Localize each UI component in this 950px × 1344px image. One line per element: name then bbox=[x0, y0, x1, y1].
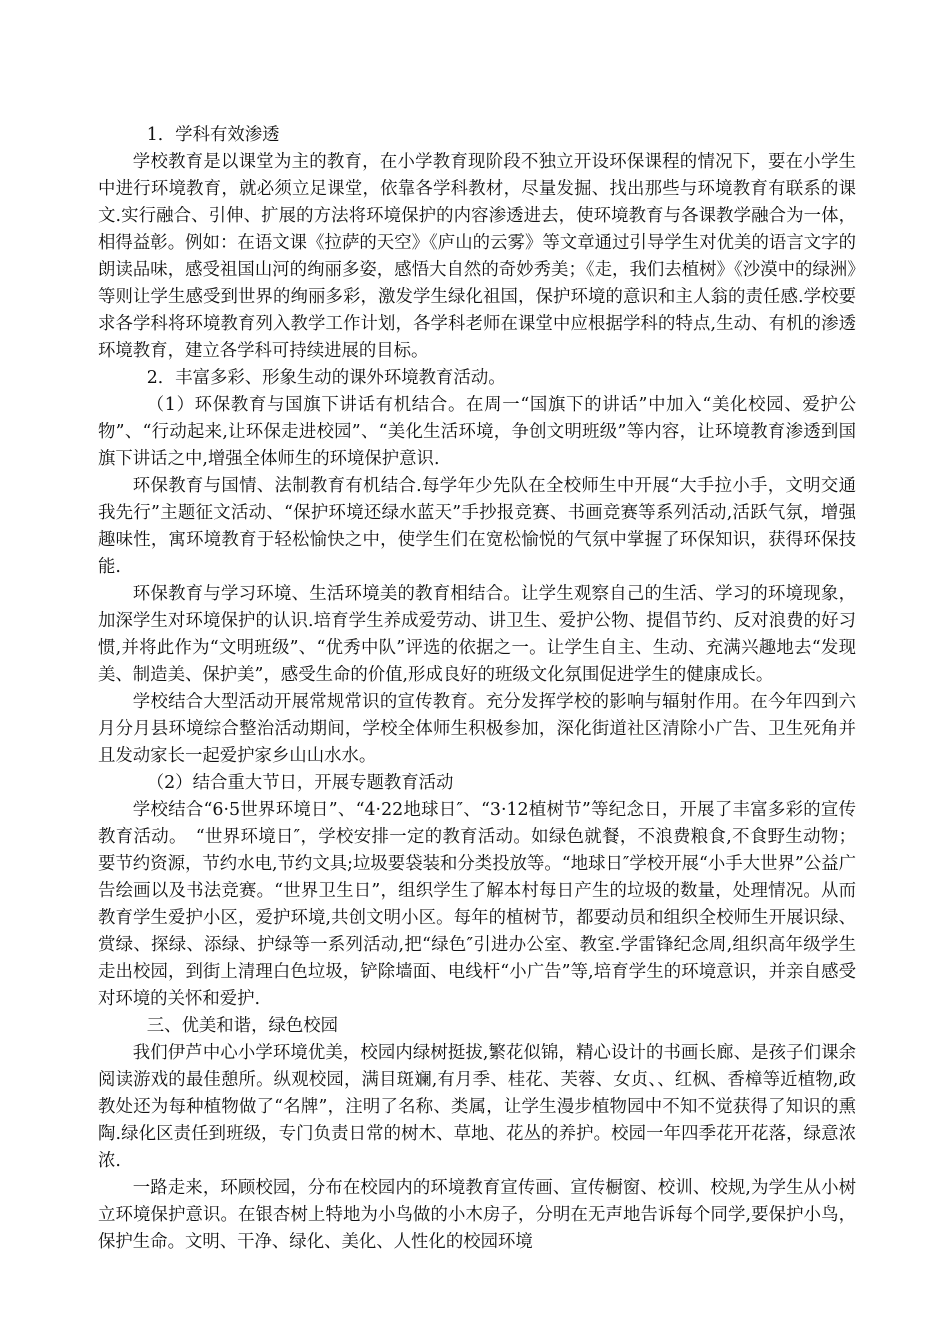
paragraph-large-activities: 学校结合大型活动开展常规常识的宣传教育。充分发挥学校的影响与辐射作用。在今年四到六月分月县环境综合整治活动期间，学校全体师生积极参加，深化街道社区清除小广告、卫生死角并且发动家长一起爱护家乡山山水水。 bbox=[98, 692, 856, 766]
paragraph-learning-environment: 环保教育与学习环境、生活环境美的教育相结合。让学生观察自己的生活、学习的环境现象，加深学生对环境保护的认识.培育学生养成爱劳动、讲卫生、爱护公物、提倡节约、反对浪费的好习惯,并将此作为“文明班级”、“优秀中队”评选的依据之一。让学生自主、生动、充满兴趣地去“发现美、制造美、保护美”，感受生命的价值,形成良好的班级文化氛围促进学生的健康成长。 bbox=[98, 584, 856, 685]
paragraph-campus-environment: 我们伊芦中心小学环境优美，校园内绿树挺拔,繁花似锦，精心设计的书画长廊、是孩子们课余阅读游戏的最佳憩所。纵观校园，满目斑斓,有月季、桂花、芙蓉、女贞、、红枫、香樟等近植物,政教处还为每种植物做了“名牌”，注明了名称、类属，让学生漫步植物园中不知不觉获得了知识的熏陶.绿化区责任到班级，专门负责日常的树木、草地、花丛的养护。校园一年四季花开花落，绿意浓浓. bbox=[98, 1043, 856, 1171]
paragraph-commemoration-days: 学校结合“6·5世界环境日”、“4·22地球日″、“3·12植树节”等纪念日，开展了丰富多彩的宣传教育活动。 “世界环境日″，学校安排一定的教育活动。如绿色就餐，不浪费粮食,不食野生动物；要节约资源，节约水电,节约文具;垃圾要袋装和分类投放等。“地球日″学校开展“小手大世界”公益广告绘画以及书法竞赛。“世界卫生日”，组织学生了解本村每日产生的垃圾的数量，处理情况。从而教育学生爱护小区，爱护环境,共创文明小区。每年的植树节，都要动员和组织全校师生开展识绿、赏绿、探绿、添绿、护绿等一系列活动,把“绿色″引进办公室、教室.学雷锋纪念周,组织高年级学生走出校园，到街上清理白色垃圾，铲除墙面、电线杆“小广告”等,培育学生的环境意识，并亲自感受对环境的关怀和爱护. bbox=[98, 800, 856, 1009]
section-heading-subject-penetration: 1．学科有效渗透 bbox=[146, 125, 280, 145]
paragraph-festival-topic: （2）结合重大节日，开展专题教育活动 bbox=[146, 773, 454, 793]
paragraph-national-legal-education: 环保教育与国情、法制教育有机结合.每学年少先队在全校师生中开展“大手拉小手，文明交通我先行”主题征文活动、“保护环境还绿水蓝天”手抄报竞赛、书画竞赛等系列活动,活跃气氛，增强趣味性，寓环境教育于轻松愉快之中，使学生们在宽松愉悦的气氛中掌握了环保知识，获得环保技能. bbox=[98, 476, 856, 577]
document-page bbox=[98, 122, 856, 1256]
paragraph-flag-speech: （1）环保教育与国旗下讲话有机结合。在周一“国旗下的讲话”中加入“美化校园、爱护公物”、“行动起来,让环保走进校园”、“美化生活环境，争创文明班级”等内容，让环境教育渗透到国旗下讲话之中,增强全体师生的环境保护意识. bbox=[98, 395, 856, 469]
section-heading-green-campus: 三、优美和谐，绿色校园 bbox=[146, 1016, 339, 1036]
paragraph-campus-walk: 一路走来，环顾校园，分布在校园内的环境教育宣传画、宣传橱窗、校训、校规,为学生从小树立环境保护意识。在银杏树上特地为小鸟做的小木房子，分明在无声地告诉每个同学,要保护小鸟，保护生命。文明、干净、绿化、美化、人性化的校园环境 bbox=[98, 1178, 856, 1252]
paragraph-classroom-education: 学校教育是以课堂为主的教育，在小学教育现阶段不独立开设环保课程的情况下，要在小学生中进行环境教育，就必须立足课堂，依靠各学科教材，尽量发掘、找出那些与环境教育有联系的课文.实行融合、引伸、扩展的方法将环境保护的内容渗透进去，使环境教育与各课教学融合为一体，相得益彰。例如：在语文课《拉萨的天空》《庐山的云雾》等文章通过引导学生对优美的语言文字的朗读品味，感受祖国山河的绚丽多姿，感悟大自然的奇妙秀美；《走，我们去植树》《沙漠中的绿洲》等则让学生感受到世界的绚丽多彩，激发学生绿化祖国，保护环境的意识和主人翁的责任感.学校要求各学科将环境教育列入教学工作计划，各学科老师在课堂中应根据学科的特点,生动、有机的渗透环境教育，建立各学科可持续进展的目标。 bbox=[98, 152, 856, 361]
section-heading-extracurricular-activities: 2．丰富多彩、形象生动的课外环境教育活动。 bbox=[146, 368, 506, 388]
